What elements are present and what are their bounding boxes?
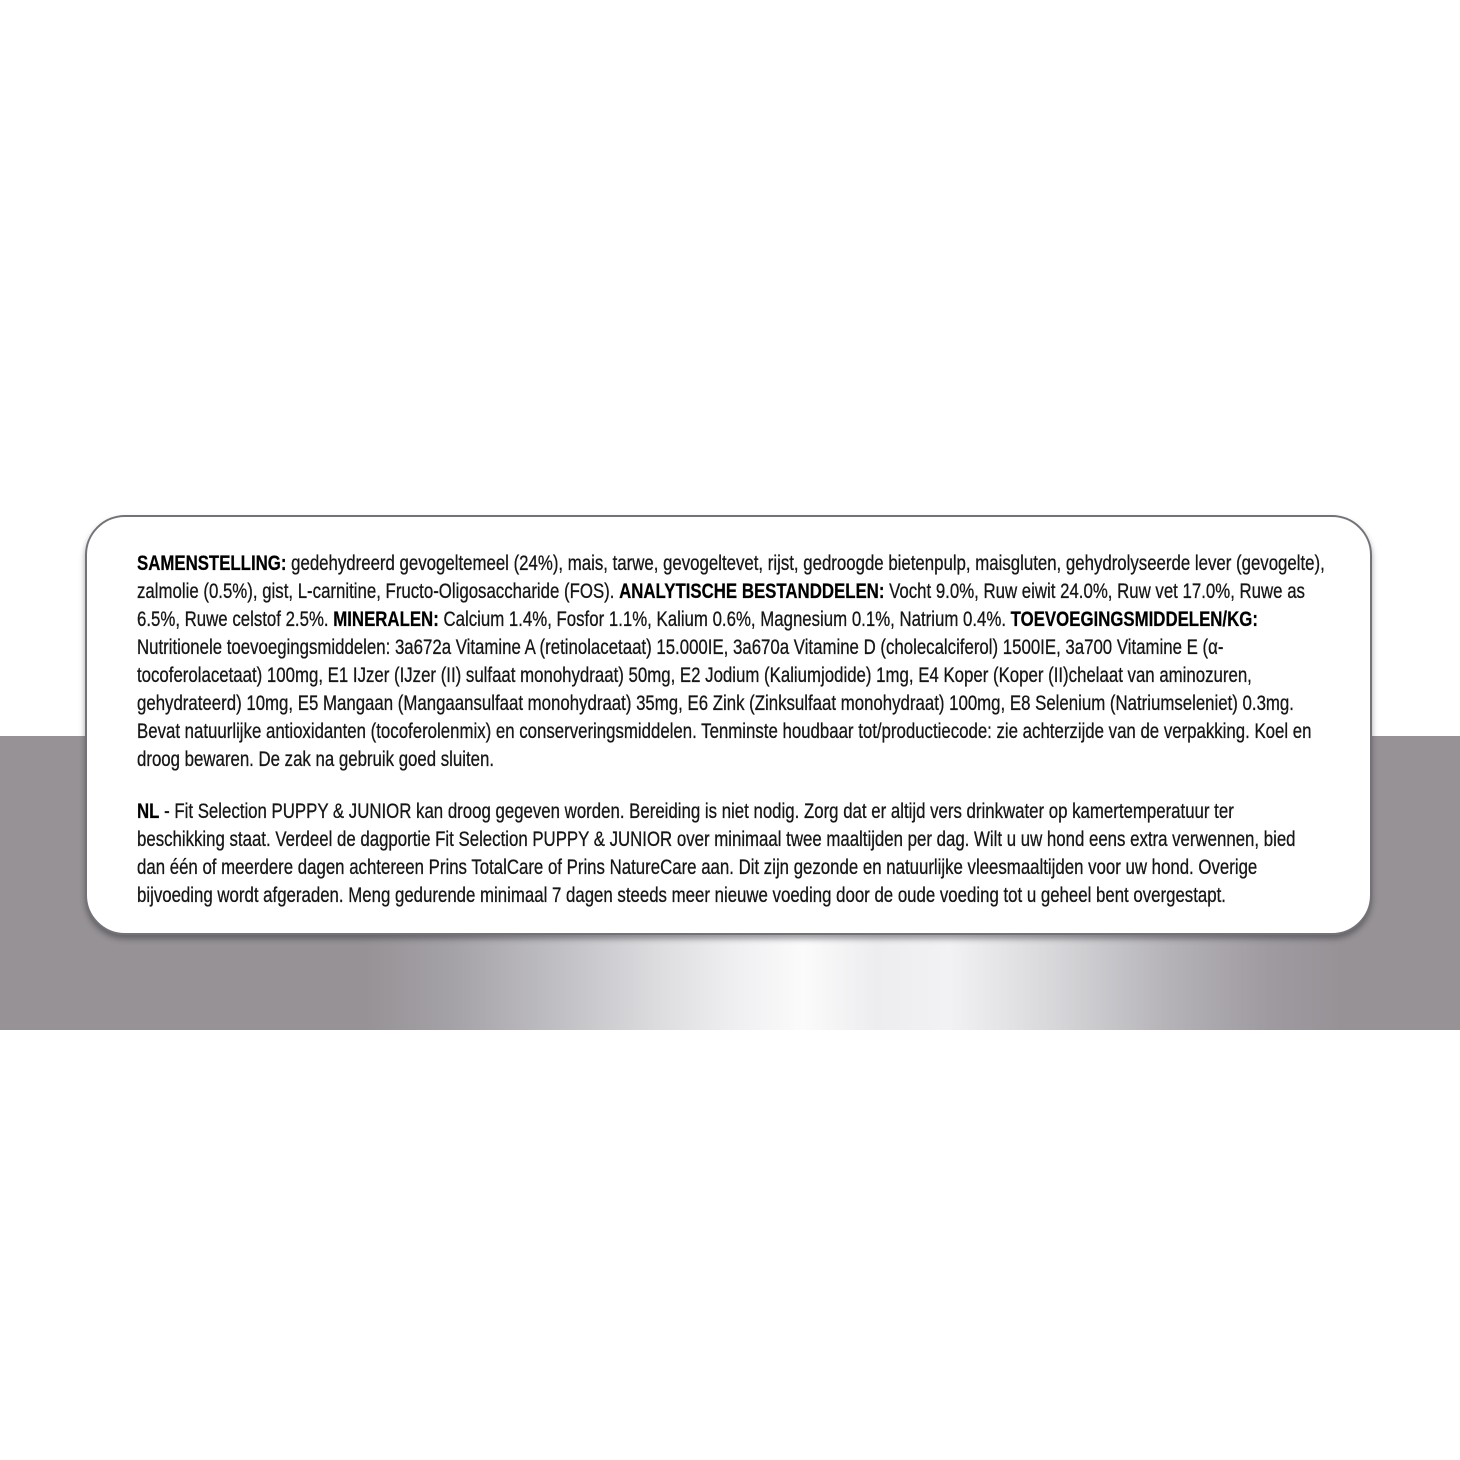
composition-text: gedehydreerd gevogeltemeel (24%), mais, tarwe, gevogeltevet, rijst, gedroogde bietenpulp, maisgluten, gehydrolyseerde lever (gevogelte), zalmolie (0.5%), gist, L-carnitine, Fructo-Oligosaccharide (FOS). [137, 551, 1325, 603]
additives-text: Nutritionele toevoegingsmiddelen: 3a672a Vitamine A (retinolacetaat) 15.000IE, 3a670a Vitamine D (cholecalciferol) 1500IE, 3a700 Vitamine E (α-tocoferolacetaat) 100mg, E1 IJzer (IJzer (II) sulfaat monohydraat) 50mg, E2 Jodium (Kaliumjodide) 1mg, E4 Koper (Koper (II)chelaat van aminozuren, gehydrateerd) 10mg, E5 Mangaan (Mangaansulfaat monohydraat) 35mg, E6 Zink (Zinksulfaat monohydraat) 100mg, E8 Selenium (Natriumseleniet) 0.3mg. Bevat natuurlijke antioxidanten (tocoferolenmix) en conserveringsmiddelen. Tenminste houdbaar tot/productiecode: zie achterzijde van de verpakking. Koel en droog bewaren. De zak na gebruik goed sluiten. [137, 635, 1312, 771]
minerals-heading: MINERALEN: [333, 607, 439, 631]
ingredients-label-card [85, 515, 1372, 935]
language-tag: NL [137, 799, 160, 823]
analytical-constituents-text: Vocht 9.0%, Ruw eiwit 24.0%, Ruw vet 17.0%, Ruwe as 6.5%, Ruwe celstof 2.5%. [137, 579, 1305, 631]
label-text-block [137, 549, 1326, 909]
minerals-text: Calcium 1.4%, Fosfor 1.1%, Kalium 0.6%, Magnesium 0.1%, Natrium 0.4%. [438, 607, 1011, 631]
feeding-instructions-text: - Fit Selection PUPPY & JUNIOR kan droog gegeven worden. Bereiding is niet nodig. Zorg dat er altijd vers drinkwater op kamertemperatuur ter beschikking staat. Verdeel de dagportie Fit Selection PUPPY & JUNIOR over minimaal twee maaltijden per dag. Wilt u uw hond eens extra verwennen, bied dan één of meerdere dagen achtereen Prins TotalCare of Prins NatureCare aan. Dit zijn gezonde en natuurlijke vleesmaaltijden voor uw hond. Overige bijvoeding wordt afgeraden. Meng gedurende minimaal 7 dagen steeds meer nieuwe voeding door de oude voeding tot u geheel bent overgestapt. [137, 799, 1296, 907]
analytical-constituents-heading: ANALYTISCHE BESTANDDELEN: [619, 579, 885, 603]
composition-heading: SAMENSTELLING: [137, 551, 287, 575]
feeding-instructions-paragraph [137, 797, 1326, 909]
additives-heading: TOEVOEGINGSMIDDELEN/KG: [1010, 607, 1258, 631]
composition-paragraph [137, 549, 1326, 773]
